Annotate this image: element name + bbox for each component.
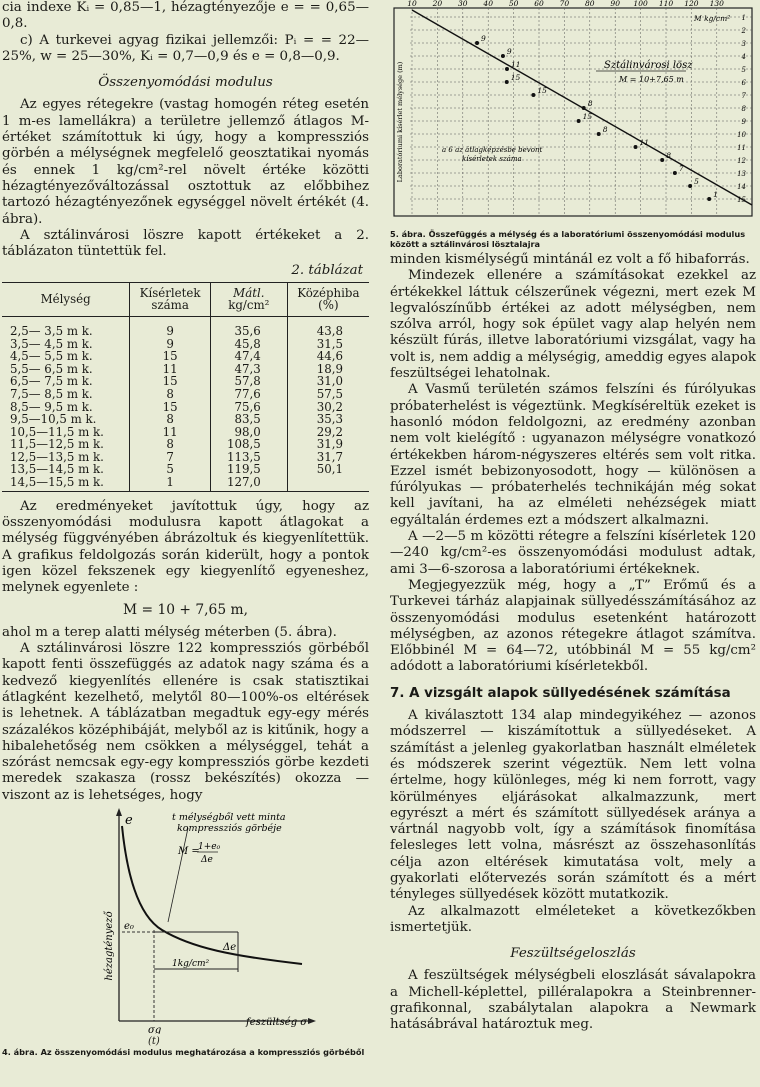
paragraph-stress-distribution: A feszültségek mélységbeli eloszlását sávalapokra a Michell-képlettel, pilléralapokra a Steinbrenner-grafikonnal, szabálytalan alapokra a Newmark hatásábrával határoztuk meg. — [390, 968, 756, 1033]
cell-tests: 9 — [130, 338, 211, 351]
cell-err: 18,9 — [287, 363, 369, 376]
cell-tests: 7 — [130, 451, 211, 464]
header-error-line2: (%) — [318, 298, 339, 313]
fig4-annotation-line1: t mélységből vett minta — [172, 812, 286, 823]
header-m — [210, 282, 287, 316]
fig4-sigma-t-label: (t) — [148, 1036, 160, 1047]
fig5-y-ticks — [737, 14, 746, 204]
fig5-x-tick-label: 40 — [483, 0, 493, 8]
paragraph-calculation: A kiválasztott 134 alap mindegyikéhez — azonos módszerrel — kiszámítottuk a süllyedéseket. A számítást a jelenleg gyakorlatban használt elméletek és módszerek szerint végeztük. Nem lett volna értelme, hogy különleges, még ki nem forrott, vagy körülményes eljárásokat alkalmazzunk, mert egyrészt a mért és számított süllyedések aránya a vártnál nagyobb volt, így a számítások finomítása felesleges lett volna, másrészt az összehasonlítás célja azon eltérések kimutatása volt, mely a gyakorlati előtervezés során számított és a mért tényleges süllyedések között mutatkozik. — [390, 708, 756, 903]
fig5-y-axis-label: Laboratóriumi kísérlet mélysége (m) — [396, 61, 404, 183]
fig5-x-unit: M kg/cm² — [694, 14, 731, 23]
fig5-y-tick-label: 4 — [741, 53, 746, 61]
fig5-x-tick-label: 110 — [658, 0, 674, 8]
fig5-data-point — [582, 106, 586, 110]
fig5-data-point — [505, 67, 509, 71]
fig4-sigma-label: σg — [148, 1025, 162, 1034]
fig5-y-tick-label: 7 — [741, 92, 746, 100]
fig4-y-axis-symbol: e — [125, 813, 133, 828]
cell-depth: 13,5—14,5 m k. — [10, 462, 104, 477]
fig5-data-point — [531, 93, 535, 97]
fig5-data-point — [634, 145, 638, 149]
cell-depth: 11,5—12,5 m k. — [10, 437, 104, 452]
paragraph-load-tests: A Vasmű területén számos felszíni és fúrólyukas próbaterhelést is végeztünk. Megkíséreltük ezeket is hasonló módon feldolgozni, az eredmény azonban nem volt kielégítő : ugyanazon mélységre vonatkozó értékekben három-négyszeres eltérés sem volt ritka. Ezzel ismét bebizonyosodott, hogy — különösen a fúrólyukas — próbaterhelés technikáján még sokat kell javítani, ha az elméleti nehézségek miatt egyáltalán érdemes ezt a módszert alkalmazni. — [390, 382, 756, 528]
fig5-note-line1: a 6 az átlagképzésbe bevont — [442, 146, 543, 154]
cell-err: 31,7 — [287, 451, 369, 464]
fig5-point-label: 11 — [510, 60, 521, 69]
fig5-x-tick-label: 50 — [508, 0, 519, 8]
fig5-point-label: 5 — [694, 177, 699, 186]
header-tests-line1: Kísérletek — [139, 285, 201, 300]
fig5-legend-title: Sztálinvárosi lösz — [604, 60, 693, 71]
cell-m: 83,5 — [210, 413, 287, 426]
fig5-y-tick-label: 13 — [737, 170, 746, 178]
intro-paragraph-2: c) A turkevei agyag fizikai jellemzői: Pᵢ = = 22—25%, w = 25—30%, Kᵢ = 0,7—0,9 és e = 0,8—0,9. — [2, 32, 369, 64]
cell-m: 57,8 — [210, 375, 287, 388]
table-row — [2, 388, 369, 401]
fig5-x-tick-label: 90 — [610, 0, 620, 8]
cell-tests: 11 — [130, 363, 211, 376]
fig5-x-tick-label: 20 — [432, 0, 443, 8]
cell-err: 43,8 — [287, 316, 369, 337]
fig4-formula-lhs: M = — [178, 846, 200, 857]
fig4-formula-denominator: Δe — [201, 855, 213, 865]
fig5-x-ticks — [407, 0, 724, 8]
cell-m: 98,0 — [210, 426, 287, 439]
fig5-data-point — [505, 80, 509, 84]
section-heading-7: 7. A vizsgált alapok süllyedésének számítása — [390, 685, 731, 701]
paragraph-results: Az eredményeket javítottuk úgy, hogy az összenyomódási modulusra kapott átlagokat a mélység függvényében ábrázoltuk és kiegyenlítettük. A grafikus feldolgozás során kiderült, hogy a pontok igen közel fekszenek egy kiegyenlítő egyeneshez, melynek egyenlete : — [2, 498, 369, 596]
cell-depth: 8,5— 9,5 m k. — [10, 399, 93, 414]
fig4-step-label: 1kg/cm² — [172, 959, 210, 969]
fig5-y-tick-label: 8 — [741, 105, 746, 113]
fig5-y-tick-label: 12 — [737, 157, 746, 165]
fig5-data-point — [660, 158, 664, 162]
cell-m: 75,6 — [210, 401, 287, 414]
header-m-line1: Mátl. — [233, 285, 265, 300]
fig4-y-arrow — [116, 808, 122, 816]
fig5-y-tick-label: 6 — [741, 79, 746, 87]
cell-m: 127,0 — [210, 476, 287, 491]
table-row — [2, 438, 369, 451]
table-row — [2, 476, 369, 491]
fig5-data-point — [688, 184, 692, 188]
fig5-x-tick-label: 100 — [633, 0, 648, 8]
fig4-x-axis-label: feszültség σ — [246, 1017, 308, 1028]
modulus-table — [2, 282, 369, 492]
fig5-x-tick-label: 10 — [407, 0, 417, 8]
cell-err: 31,9 — [287, 438, 369, 451]
table-row — [2, 350, 369, 363]
fig5-point-label: 11 — [639, 138, 650, 147]
fig5-x-tick-label: 70 — [559, 0, 570, 8]
table-header-row — [2, 282, 369, 316]
fig5-y-tick-label: 11 — [737, 144, 746, 152]
fig5-y-tick-label: 3 — [741, 40, 746, 48]
fig5-y-tick-label: 14 — [737, 183, 746, 191]
cell-m: 119,5 — [210, 463, 287, 476]
fig5-data-point — [597, 132, 601, 136]
left-column — [2, 0, 369, 1064]
cell-tests: 15 — [130, 375, 211, 388]
cell-m: 113,5 — [210, 451, 287, 464]
header-error-line1: Középhiba — [297, 285, 360, 300]
cell-err: 31,0 — [287, 375, 369, 388]
section-heading-modulus: Összenyomódási modulus — [98, 75, 273, 91]
header-depth: Mélység — [2, 282, 130, 316]
fig5-point-label: 7 — [678, 164, 684, 173]
cell-tests: 8 — [130, 413, 211, 426]
fig5-legend-equation: M = 10+7,65 m — [619, 75, 684, 84]
header-tests — [130, 282, 211, 316]
fig4-formula-numerator: 1+e₀ — [198, 842, 221, 852]
intro-paragraph-1: cia indexe Kᵢ = 0,85—1, hézagtényezője e = = 0,65—0,8. — [2, 0, 369, 32]
cell-depth: 14,5—15,5 m k. — [2, 476, 130, 491]
cell-tests: 1 — [130, 476, 211, 491]
cell-tests: 15 — [130, 401, 211, 414]
fig5-x-tick-label: 30 — [458, 0, 468, 8]
cell-err: 35,3 — [287, 413, 369, 426]
fig5-y-tick-label: 10 — [737, 131, 746, 139]
fig5-point-label: 9 — [481, 34, 486, 43]
fig4-annotation-line2: kompressziós görbéje — [177, 823, 282, 834]
paragraph-note: Megjegyezzük még, hogy a „T” Erőmű és a Turkevei tárház alapjainak süllyedésszámításához az összenyomódási modulus esetenként határozott mélységben, az azonos rétegekre átlagot számítva. Előbbinél M = 64—72, utóbbinál M = 55 kg/cm² adódott a laboratóriumi kísérletekből. — [390, 577, 756, 675]
fig5-data-point — [673, 171, 677, 175]
fig5-data-point — [475, 41, 479, 45]
paragraph-table-ref: A sztálinvárosi löszre kapott értékeket a 2. táblázaton tüntettük fel. — [2, 227, 369, 260]
cell-tests: 8 — [130, 438, 211, 451]
table-body — [2, 316, 369, 491]
table-caption: 2. táblázat — [291, 263, 363, 279]
cell-m: 108,5 — [210, 438, 287, 451]
cell-err — [287, 476, 369, 491]
section-heading-stress: Feszültségeloszlás — [510, 946, 636, 962]
fig5-note-line2: kísérletek száma — [462, 155, 522, 163]
fig5-point-label: 1 — [713, 190, 718, 199]
fig4-annotation-leader — [168, 828, 188, 922]
fig5-data-point — [501, 54, 505, 58]
fig5-data-point — [577, 119, 581, 123]
cell-depth: 2,5— 3,5 m k. — [10, 323, 93, 338]
fig5-point-label: 8 — [587, 99, 593, 108]
paragraph-where: ahol m a terep alatti mélység méterben (5. ábra). — [2, 624, 337, 640]
cell-err: 29,2 — [287, 426, 369, 439]
header-error — [287, 282, 369, 316]
figure-4 — [2, 806, 369, 1064]
cell-depth: 6,5— 7,5 m k. — [10, 374, 93, 389]
fig4-x-arrow — [308, 1018, 316, 1024]
cell-depth: 12,5—13,5 m k. — [10, 449, 104, 464]
cell-err: 31,5 — [287, 338, 369, 351]
fig5-y-tick-label: 5 — [741, 66, 746, 74]
fig5-x-tick-label: 120 — [684, 0, 699, 8]
fig5-y-tick-label: 15 — [737, 196, 746, 204]
cell-err: 50,1 — [287, 463, 369, 476]
formula-line: M = 10 + 7,65 m, — [123, 602, 248, 619]
paragraph-theories: Az alkalmazott elméleteket a következőkben ismertetjük. — [390, 903, 756, 935]
fig5-x-tick-label: 80 — [585, 0, 595, 8]
figure-5-caption: 5. ábra. Összefüggés a mélység és a laboratóriumi összenyomódási modulus között a sztálinvárosi lösztalajra — [390, 229, 746, 249]
right-column — [390, 0, 756, 1034]
cell-err: 30,2 — [287, 401, 369, 414]
cell-tests: 8 — [130, 388, 211, 401]
fig5-point-label: 9 — [506, 47, 512, 56]
figure-5 — [390, 0, 756, 252]
fig5-point-label: 15 — [537, 86, 547, 95]
fig5-x-tick-label: 130 — [709, 0, 724, 8]
cell-depth: 7,5— 8,5 m k. — [10, 386, 93, 401]
paragraph-nevertheless: Mindezek ellenére a számításokat ezekkel az értékekkel láttuk célszerűnek végezni, mert ezek M legvalószínűbb értékei az adott mélységben, nem szólva arról, hogy sok épület vagy alap helyén nem készült fúrás, illetve laboratóriumi vizsgálat, vagy ha volt is, nem addig a mélységig, ameddig egyes alapok feszültségei lehatolnak. — [390, 268, 756, 382]
fig5-point-label: 15 — [582, 112, 593, 121]
fig5-y-tick-label: 2 — [741, 27, 746, 35]
fig5-grid — [410, 8, 752, 216]
paragraph-statistics: A sztálinvárosi löszre 122 kompressziós görbéből kapott fenti összefüggés az adatok nagy száma és a kedvező kiegyenlítés ellenére is csak statisztikai átlagként kezelhető, melytől 80—100%-os eltérések is lehetnek. A táblázatban megadtuk egy-egy mérés százalékos középhibáját, melyből az is kitűnik, hogy a hibalehetőség nem csökken a mélységgel, tehát a szórást nemcsak egy-egy kompressziós görbe kezdeti meredek szakasza (rossz bekészítés) okozza — viszont az is lehetséges, hogy — [2, 641, 369, 803]
cell-m: 77,6 — [210, 388, 287, 401]
paragraph-surface-tests: A —2—5 m közötti rétegre a felszíni kísérletek 120—240 kg/cm²-es összenyomódási modulust adtak, ami 3—6-szorosa a laboratóriumi értékeknek. — [390, 529, 756, 577]
cell-depth: 3,5— 4,5 m k. — [10, 336, 93, 351]
fig5-data-point — [707, 197, 711, 201]
table-row — [2, 316, 369, 337]
cell-tests: 11 — [130, 426, 211, 439]
cell-depth: 5,5— 6,5 m k. — [10, 361, 93, 376]
paragraph-error-source: minden kismélységű mintánál ez volt a fő hibaforrás. — [390, 252, 750, 267]
cell-depth: 4,5— 5,5 m k. — [10, 349, 93, 364]
table-row — [2, 413, 369, 426]
fig4-y-axis-label: hézagtényező — [104, 911, 115, 981]
header-tests-line2: száma — [151, 298, 189, 313]
figure-5-chart — [390, 0, 756, 226]
cell-m: 45,8 — [210, 338, 287, 351]
cell-tests: 15 — [130, 350, 211, 363]
fig4-e0-label: e₀ — [124, 921, 134, 932]
fig5-x-tick-label: 60 — [534, 0, 544, 8]
cell-err: 57,5 — [287, 388, 369, 401]
cell-depth: 10,5—11,5 m k. — [10, 424, 104, 439]
fig5-y-tick-label: 1 — [741, 14, 746, 22]
fig5-point-label: 8 — [666, 151, 671, 160]
fig5-y-tick-label: 9 — [741, 118, 746, 126]
cell-depth: 9,5—10,5 m k. — [10, 412, 97, 427]
cell-m: 47,3 — [210, 363, 287, 376]
cell-err: 44,6 — [287, 350, 369, 363]
figure-4-diagram — [2, 806, 369, 1034]
paragraph-method: Az egyes rétegekre (vastag homogén réteg esetén 1 m-es lamellákra) a területre jellemző átlagos M-értéket számítottuk ki úgy, hogy a kompressziós görbén a mélységnek megfelelő geosztatikai nyomás és ennek 1 kg/cm²-rel növelt értéke közötti hézagtényezőváltozással osztottuk az előbbihez tartozó hézagtényezőnek egységgel növelt értékét (4. ábra). — [2, 97, 369, 227]
header-m-line2: kg/cm² — [228, 298, 270, 313]
fig4-delta-e-label: Δe — [223, 942, 237, 953]
fig5-point-label: 8 — [602, 125, 608, 134]
figure-4-caption: 4. ábra. Az összenyomódási modulus meghatározása a kompressziós görbéből — [2, 1047, 365, 1057]
cell-m: 47,4 — [210, 350, 287, 363]
cell-m: 35,6 — [210, 316, 287, 337]
cell-tests: 9 — [130, 316, 211, 337]
fig5-point-label: 15 — [510, 73, 521, 82]
cell-tests: 5 — [130, 463, 211, 476]
